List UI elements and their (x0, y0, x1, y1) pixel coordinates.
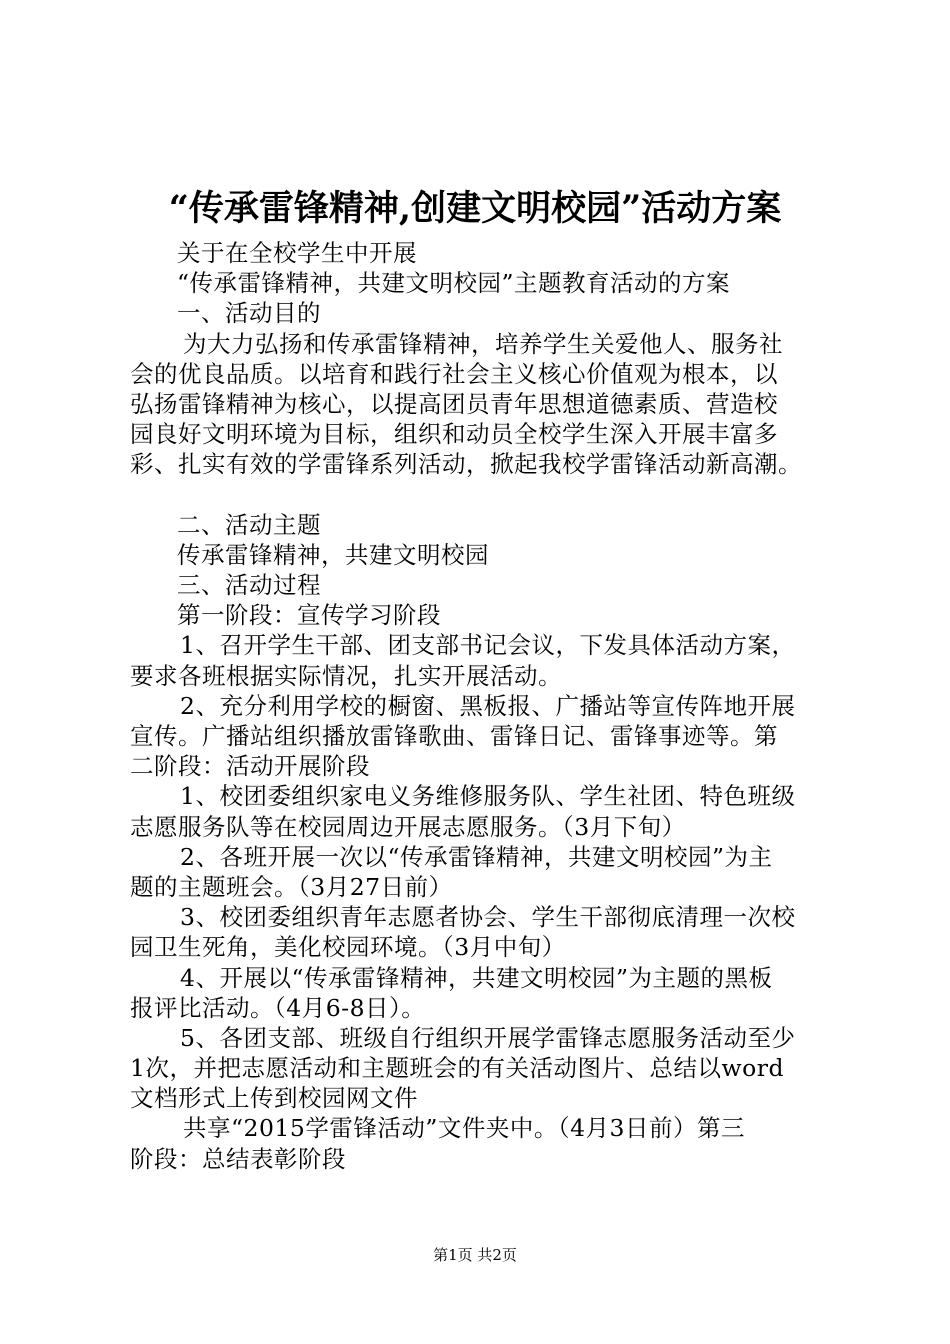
paragraph-line: 宣传。广播站组织播放雷锋歌曲、雷锋日记、雷锋事迹等。第 (130, 722, 778, 750)
list-item: 2、充分利用学校的橱窗、黑板报、广播站等宣传阵地开展 (180, 691, 796, 720)
blank-line (130, 480, 842, 510)
list-item: 3、校团委组织青年志愿者协会、学生干部彻底清理一次校 (180, 903, 796, 932)
list-item: 4、开展以“传承雷锋精神，共建文明校园”为主题的黑板 (180, 963, 773, 992)
section-heading: 一、活动目的 (177, 299, 321, 328)
document-body (130, 238, 842, 1174)
section-heading: 三、活动过程 (177, 571, 321, 600)
paragraph-line: 共享“2015学雷锋活动”文件夹中。（4月3日前）第三 (183, 1114, 745, 1143)
list-item: 1、召开学生干部、团支部书记会议，下发具体活动方案， (180, 631, 796, 660)
paragraph-line: 园良好文明环境为目标，组织和动员全校学生深入开展丰富多 (130, 420, 778, 449)
paragraph-line: 二阶段：活动开展阶段 (130, 752, 370, 781)
paragraph-line: 题的主题班会。（3月27日前） (130, 872, 453, 901)
paragraph-line: 会的优良品质。以培育和践行社会主义核心价值观为根本，以 (130, 359, 778, 388)
paragraph-line: 报评比活动。（4月6-8日）。 (130, 993, 426, 1022)
paragraph-line: 1次，并把志愿活动和主题班会的有关活动图片、总结以word (130, 1054, 784, 1083)
paragraph-line: 志愿服务队等在校园周边开展志愿服务。（3月下旬） (130, 812, 686, 841)
paragraph-line: 文档形式上传到校园网文件 (130, 1084, 418, 1113)
paragraph-line: 关于在全校学生中开展 (177, 239, 417, 267)
paragraph-line: 阶段：总结表彰阶段 (130, 1144, 346, 1173)
list-item: 2、各班开展一次以“传承雷锋精神，共建文明校园”为主 (180, 842, 773, 871)
section-heading: 二、活动主题 (177, 510, 321, 539)
paragraph-line: 传承雷锋精神，共建文明校园 (177, 540, 489, 569)
stage-heading: 第一阶段：宣传学习阶段 (177, 601, 441, 630)
paragraph-line: “传承雷锋精神，共建文明校园”主题教育活动的方案 (177, 269, 731, 298)
page-footer: 第1页 共2页 (433, 1246, 517, 1264)
paragraph-line: 园卫生死角，美化校园环境。（3月中旬） (130, 933, 566, 962)
list-item: 1、校团委组织家电义务维修服务队、学生社团、特色班级 (180, 782, 796, 811)
paragraph-line: 弘扬雷锋精神为核心，以提高团员青年思想道德素质、营造校 (130, 389, 778, 418)
list-item: 5、各团支部、班级自行组织开展学雷锋志愿服务活动至少 (180, 1023, 796, 1052)
paragraph-line: 彩、扎实有效的学雷锋系列活动，掀起我校学雷锋活动新高潮。 (130, 450, 802, 479)
paragraph-line: 要求各班根据实际情况，扎实开展活动。 (130, 661, 562, 690)
document-title: “传承雷锋精神,创建文明校园”活动方案 (168, 188, 782, 229)
paragraph-line: 为大力弘扬和传承雷锋精神，培养学生关爱他人、服务社 (183, 329, 783, 358)
